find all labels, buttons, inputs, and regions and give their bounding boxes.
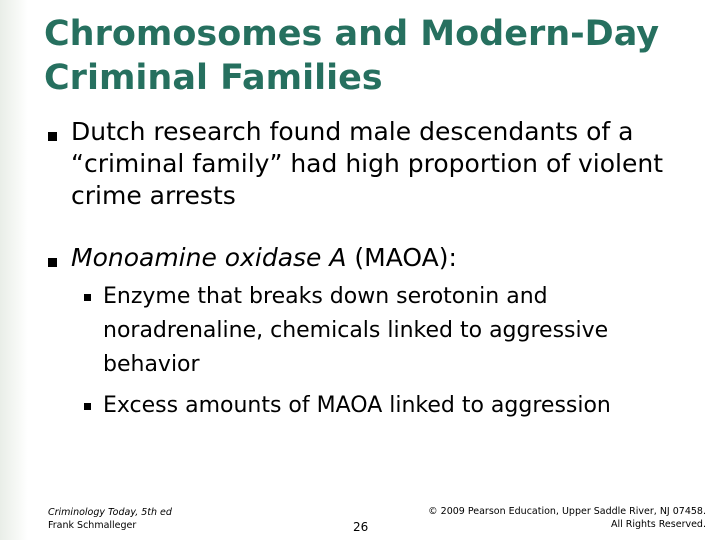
- sub-bullet-item-enzyme: [84, 280, 684, 382]
- bullet-text: Dutch research found male descendants of a “criminal family” had high proportion of violent crime arrests: [71, 117, 663, 210]
- footer-author: Frank Schmalleger: [48, 520, 137, 531]
- footer-copyright: [428, 505, 706, 531]
- page-number: 26: [353, 520, 369, 534]
- bullet-text-rest: (MAOA):: [346, 243, 457, 272]
- copyright-line-2: All Rights Reserved.: [610, 519, 706, 530]
- sub-bullet-text: Excess amounts of MAOA linked to aggression: [103, 393, 611, 418]
- square-bullet-icon: [48, 132, 57, 141]
- bullet-item-maoa: [48, 242, 688, 274]
- bullet-text: [71, 242, 457, 274]
- square-bullet-icon: [84, 403, 91, 410]
- left-decorative-band: [0, 0, 28, 540]
- bullet-text-italic: Monoamine oxidase A: [71, 243, 347, 272]
- slide-title: Chromosomes and Modern-Day Criminal Families: [44, 14, 660, 98]
- footer-citation: [48, 506, 172, 532]
- sub-bullet-text: Enzyme that breaks down serotonin and noradrenaline, chemicals linked to aggressive behavior: [103, 284, 609, 377]
- square-bullet-icon: [48, 258, 57, 267]
- copyright-line-1: © 2009 Pearson Education, Upper Saddle River, NJ 07458.: [428, 506, 706, 517]
- footer-book-title: Criminology Today, 5th ed: [48, 507, 172, 518]
- sub-bullet-item-excess: [84, 389, 684, 423]
- bullet-item-dutch-research: [48, 116, 688, 212]
- square-bullet-icon: [84, 294, 91, 301]
